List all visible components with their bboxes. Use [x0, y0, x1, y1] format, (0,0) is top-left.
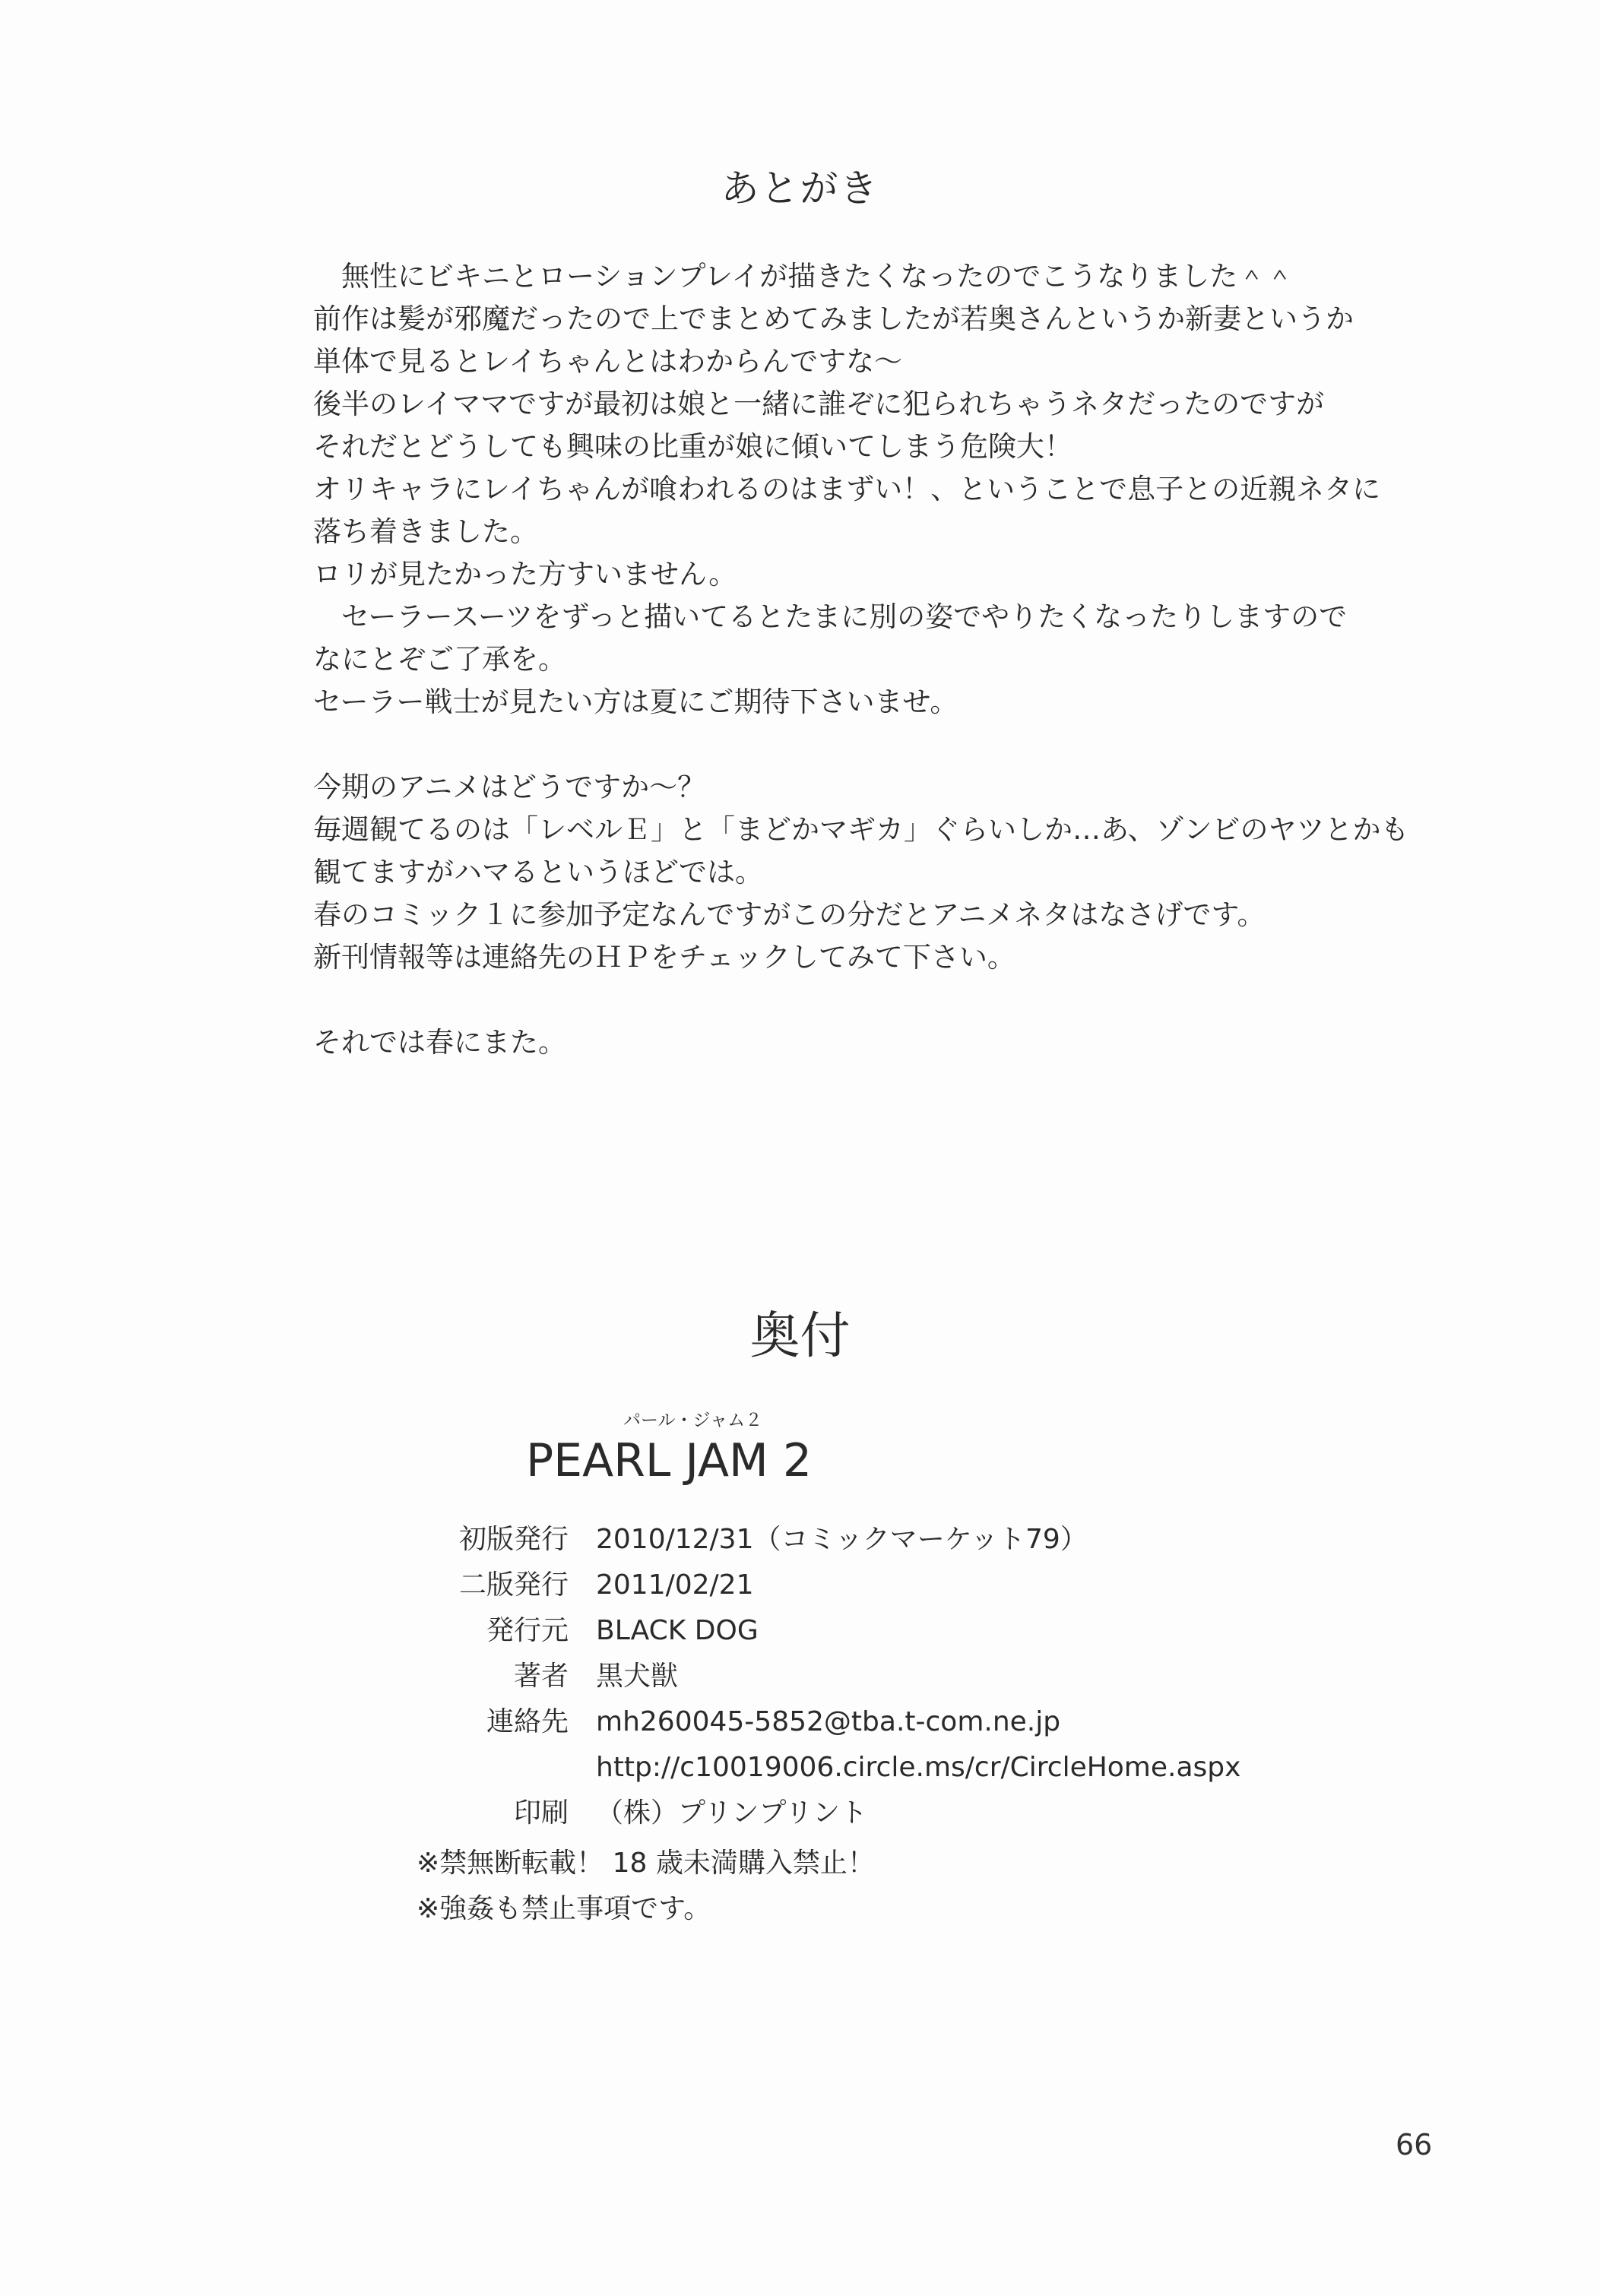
colophon-key: 印刷	[513, 1797, 569, 1829]
page-number: 66	[1396, 2128, 1433, 2161]
colophon-row	[417, 1745, 1241, 1791]
book-title-ruby: パール・ジャム２	[623, 1411, 763, 1430]
colophon-row	[417, 1608, 759, 1654]
colophon-value: 2011/02/21	[596, 1569, 754, 1601]
afterword-line: 春のコミック１に参加予定なんですがこの分だとアニメネタはなさげです。	[313, 898, 1266, 931]
colophon-row	[417, 1563, 754, 1608]
contact-email: mh260045-5852@tba.t-com.ne.jp	[596, 1706, 1061, 1737]
colophon-row	[417, 1699, 1061, 1745]
afterword-line: 無性にビキニとローションプレイが描きたくなったのでこうなりました＾＾	[313, 260, 1294, 293]
afterword-line: ロリが見たかった方すいません。	[313, 558, 737, 591]
colophon-table	[417, 1517, 1241, 1836]
afterword-line: 今期のアニメはどうですか～？	[313, 771, 706, 803]
note-line: ※禁無断転載！ 18 歳未満購入禁止！	[417, 1848, 875, 1879]
afterword-line: 後半のレイママですが最初は娘と一緒に誰ぞに犯られちゃうネタだったのですが	[313, 388, 1325, 420]
colophon-key: 二版発行	[458, 1569, 569, 1601]
afterword-line: セーラー戦士が見たい方は夏にご期待下さいませ。	[313, 686, 958, 718]
afterword-body	[313, 255, 1499, 1064]
colophon-key: 連絡先	[486, 1706, 569, 1737]
afterword-title: あとがき	[721, 166, 879, 211]
blank-line	[313, 724, 1499, 766]
afterword-line: セーラースーツをずっと描いてるとたまに別の姿でやりたくなったりしますので	[313, 600, 1348, 633]
afterword-line: 前作は髪が邪魔だったので上でまとめてみましたが若奥さんというか新妻というか	[313, 302, 1354, 335]
colophon-row	[417, 1791, 868, 1836]
afterword-line: 落ち着きました。	[313, 515, 538, 548]
contact-url: http://c10019006.circle.ms/cr/CircleHome.aspx	[596, 1752, 1241, 1783]
afterword-line: 新刊情報等は連絡先のＨＰをチェックしてみて下さい。	[313, 941, 1015, 974]
colophon-row	[417, 1654, 679, 1699]
afterword-line: 毎週観てるのは「レベルＥ」と「まどかマギカ」ぐらいしか…あ、ゾンビのヤツとかも	[313, 813, 1409, 846]
colophon-key: 著者	[513, 1661, 569, 1692]
afterword-line: それでは春にまた。	[313, 1026, 566, 1059]
afterword-line: それだとどうしても興味の比重が娘に傾いてしまう危険大！	[313, 430, 1072, 463]
colophon-notes	[417, 1841, 875, 1932]
afterword-line: 観てますがハマるというほどでは。	[313, 856, 763, 888]
colophon-value: 2010/12/31（コミックマーケット79）	[596, 1524, 1088, 1555]
note-line: ※強姦も禁止事項です。	[417, 1893, 711, 1924]
afterword-line: 単体で見るとレイちゃんとはわからんですな～	[313, 345, 903, 378]
afterword-line: オリキャラにレイちゃんが喰われるのはまずい！、ということで息子との近親ネタに	[313, 473, 1381, 505]
colophon-title: 奥付	[749, 1306, 851, 1365]
colophon-row	[417, 1517, 1088, 1563]
afterword-line: なにとぞご了承を。	[313, 643, 566, 676]
book-title: PEARL JAM 2	[526, 1434, 813, 1487]
colophon-value: 黒犬獣	[596, 1661, 679, 1692]
colophon-value: （株）プリンプリント	[596, 1797, 868, 1829]
blank-line	[313, 979, 1499, 1021]
colophon-value: BLACK DOG	[596, 1615, 759, 1646]
colophon-key: 初版発行	[458, 1524, 569, 1555]
colophon-key: 発行元	[486, 1615, 569, 1646]
